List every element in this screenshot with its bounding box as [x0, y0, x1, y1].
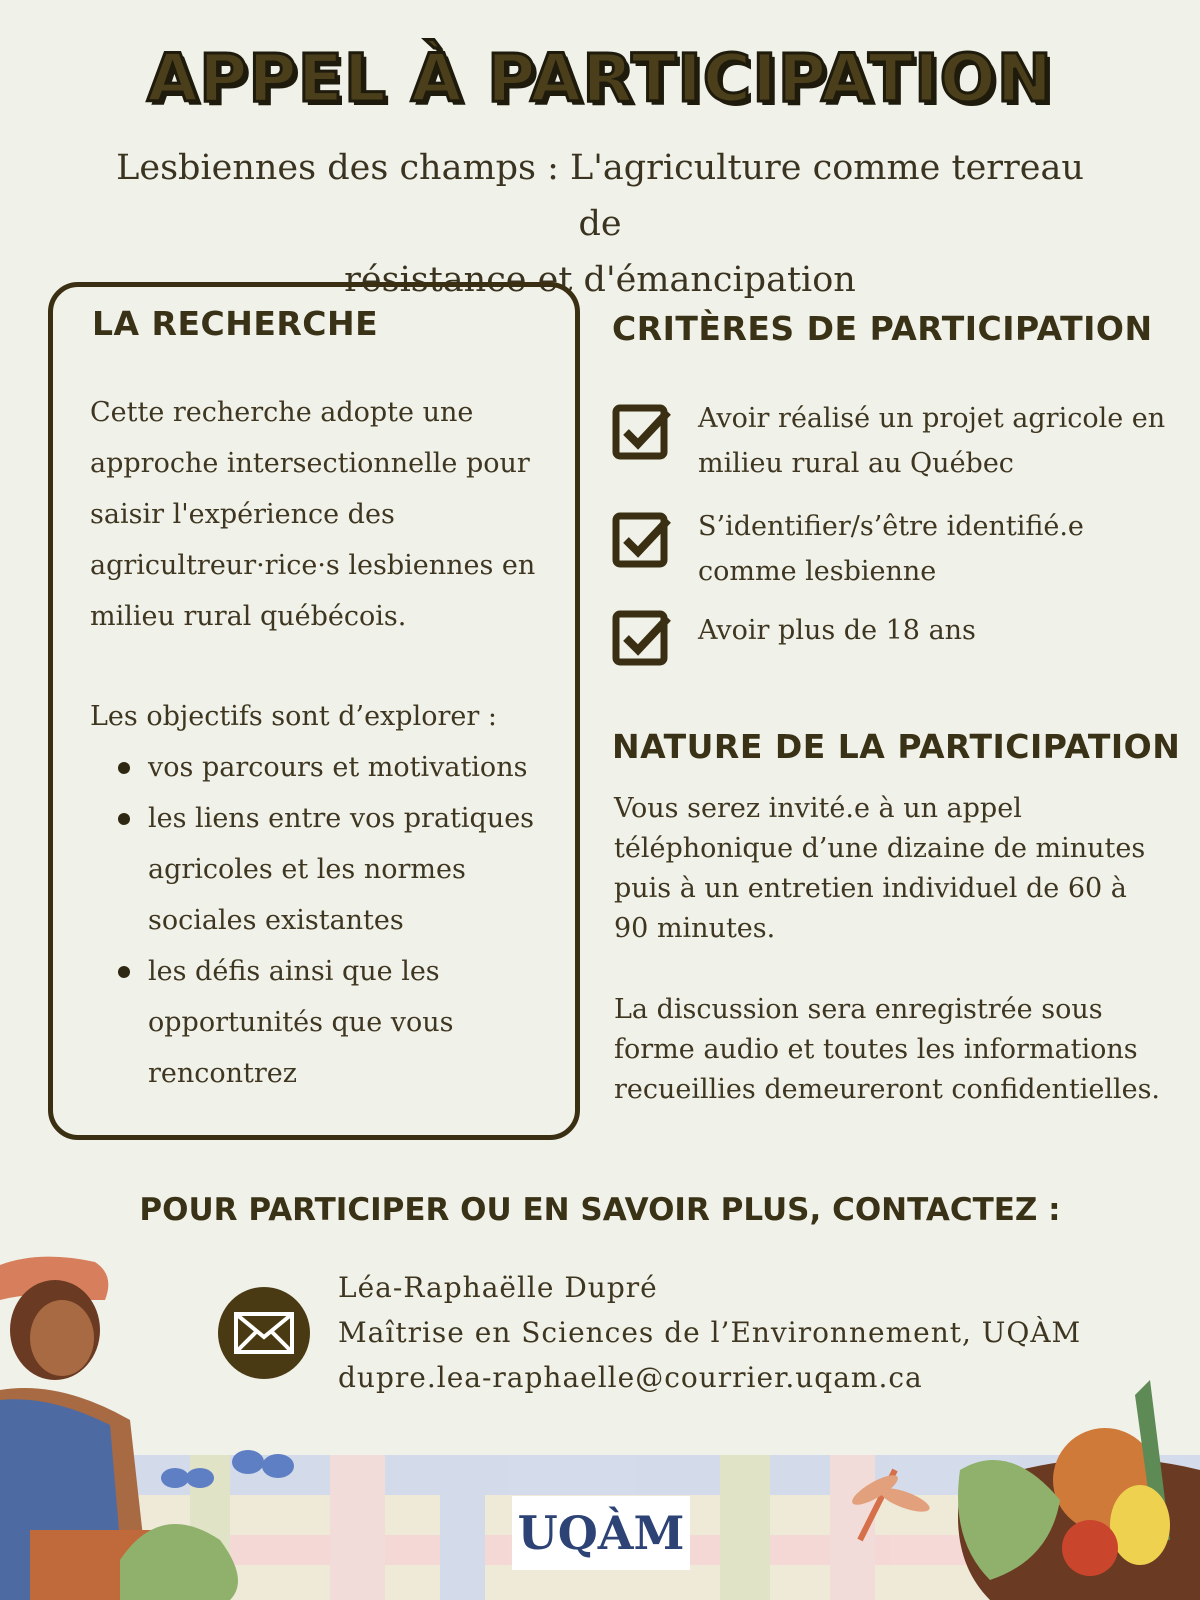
nature-heading: NATURE DE LA PARTICIPATION	[612, 727, 1181, 766]
list-item-line: rencontrez	[148, 1058, 298, 1089]
nature-line: forme audio et toutes les informations	[614, 1034, 1138, 1065]
research-line: agricultreur·rice·s lesbiennes en	[90, 550, 536, 581]
criteria-line: Avoir plus de 18 ans	[698, 615, 976, 646]
poster-title: APPEL À PARTICIPATION	[146, 40, 1053, 117]
criteria-line: Avoir réalisé un projet agricole en	[698, 403, 1166, 434]
list-item-line: les défis ainsi que les	[148, 956, 440, 987]
uqam-logo: UQÀM	[517, 1506, 685, 1560]
criteria-text	[698, 396, 1178, 486]
contact-heading: POUR PARTICIPER OU EN SAVOIR PLUS, CONTACTEZ :	[139, 1192, 1061, 1228]
checkbox-checked-icon	[612, 510, 672, 570]
list-item-line: vos parcours et motivations	[148, 752, 528, 783]
contact-name: Léa-Raphaëlle Dupré	[338, 1271, 658, 1304]
research-line: saisir l'expérience des	[90, 499, 395, 530]
nature-line: recueillies demeureront confidentielles.	[614, 1074, 1161, 1105]
objectives-list	[92, 742, 572, 1099]
nature-paragraph-1	[614, 789, 1194, 949]
research-line: Cette recherche adopte une	[90, 397, 474, 428]
list-item-line: sociales existantes	[148, 905, 404, 936]
objectives-intro: Les objectifs sont d’explorer :	[90, 701, 497, 732]
criteria-line: comme lesbienne	[698, 556, 937, 587]
list-item	[92, 946, 572, 1099]
envelope-glyph	[218, 1287, 310, 1379]
nature-line: Vous serez invité.e à un appel	[614, 793, 1022, 824]
criteria-heading: CRITÈRES DE PARTICIPATION	[612, 309, 1153, 348]
list-item	[92, 793, 572, 946]
criteria-line: milieu rural au Québec	[698, 448, 1014, 479]
contact-details	[338, 1265, 1081, 1400]
nature-paragraph-2	[614, 990, 1194, 1110]
nature-line: 90 minutes.	[614, 913, 776, 944]
checkbox-checked-icon	[612, 402, 672, 462]
subtitle-line: résistance et d'émancipation	[344, 260, 856, 300]
list-item	[92, 742, 572, 793]
criteria-line: S’identifier/s’être identifié.e	[698, 511, 1084, 542]
research-line: milieu rural québécois.	[90, 601, 407, 632]
contact-program: Maîtrise en Sciences de l’Environnement, UQÀM	[338, 1316, 1082, 1349]
nature-line: La discussion sera enregistrée sous	[614, 994, 1103, 1025]
criteria-text	[698, 504, 1178, 594]
criteria-text	[698, 608, 1178, 653]
nature-line: téléphonique d’une dizaine de minutes	[614, 833, 1146, 864]
research-line: approche intersectionnelle pour	[90, 448, 530, 479]
research-paragraph	[90, 387, 535, 642]
list-item-line: opportunités que vous	[148, 1007, 454, 1038]
research-heading: LA RECHERCHE	[92, 304, 379, 343]
nature-line: puis à un entretien individuel de 60 à	[614, 873, 1127, 904]
checkbox-checked-icon	[612, 608, 672, 668]
list-item-line: agricoles et les normes	[148, 854, 466, 885]
subtitle-line: Lesbiennes des champs : L'agriculture comme terreau de	[116, 148, 1084, 244]
contact-email[interactable]: dupre.lea-raphaelle@courrier.uqam.ca	[338, 1361, 923, 1394]
list-item-line: les liens entre vos pratiques	[148, 803, 535, 834]
envelope-icon	[218, 1287, 310, 1379]
